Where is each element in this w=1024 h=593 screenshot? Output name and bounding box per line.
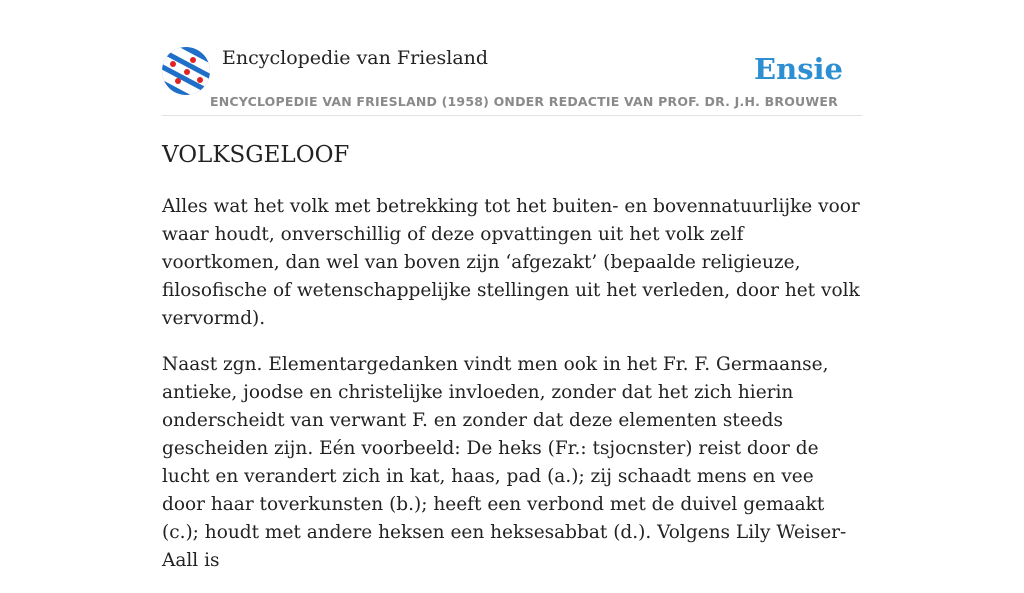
frisian-flag-icon[interactable] — [162, 47, 210, 95]
article-paragraph: Alles wat het volk met betrekking tot het buiten- en bovennatuurlijke voor waar houdt, onverschillig of deze opvattingen uit het volk zelf voortkomen, dan wel van boven zijn ‘afgezakt’ (bepaalde religieuze, filosofische of wetenschappelijke stellingen uit het verleden, door het volk vervormd). — [162, 196, 860, 329]
site-title[interactable]: Encyclopedie van Friesland — [222, 47, 489, 69]
site-header — [162, 44, 862, 116]
article-title: VOLKSGELOOF — [162, 142, 350, 168]
encyclopedia-subtitle: ENCYCLOPEDIE VAN FRIESLAND (1958) ONDER REDACTIE VAN PROF. DR. J.H. BROUWER — [210, 94, 838, 109]
article — [162, 139, 862, 593]
article-paragraph: Naast zgn. Elementargedanken vindt men ook in het Fr. F. Germaanse, antieke, joodse en christelijke invloeden, zonder dat het zich hierin onderscheidt van verwant F. en zonder dat deze elementen steeds gescheiden zijn. Eén voorbeeld: De heks (Fr.: tsjocnster) reist door de lucht en verandert zich in kat, haas, pad (a.); zij schaadt mens en vee door haar toverkunsten (b.); heeft een verbond met de duivel gemaakt (c.); houdt met andere heksen een heksesabbat (d.). Volgens Lily Weiser-Aall is — [162, 354, 847, 571]
brand-logo-link[interactable]: Ensie — [754, 52, 843, 86]
header-divider — [162, 115, 862, 116]
